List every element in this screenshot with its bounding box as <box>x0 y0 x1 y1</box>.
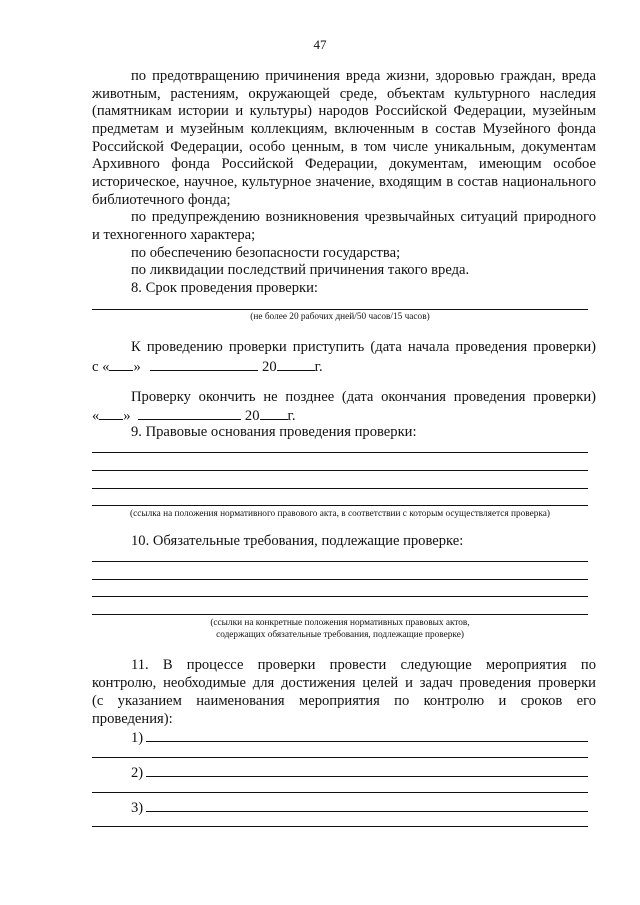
start-date-row <box>92 357 596 377</box>
end-month-field[interactable] <box>138 406 241 420</box>
body-line: предметам и музейным коллекциям, включенным в состав Музейного фонда <box>92 120 596 137</box>
legal-basis-line[interactable] <box>92 505 588 506</box>
body-line: 8. Срок проведения проверки: <box>131 279 318 296</box>
body-line: историческое, научное, культурное значение, входящим в состав национального <box>92 173 596 190</box>
legal-basis-line[interactable] <box>92 452 588 453</box>
requirements-line[interactable] <box>92 579 588 580</box>
start-month-field[interactable] <box>150 357 258 371</box>
start-date-prefix: с « <box>92 359 110 375</box>
measure-field[interactable] <box>146 763 588 777</box>
body-line: Российской Федерации, особо ценным, в том числе уникальным, документам <box>92 138 596 155</box>
requirements-line[interactable] <box>92 614 588 615</box>
end-year-prefix: 20 <box>244 408 260 424</box>
measure-field[interactable] <box>146 798 588 812</box>
measures-text-3: (с указанием наименования мероприятия по контролю и сроков его <box>92 693 596 709</box>
requirements-caption-1: (ссылки на конкретные положения нормативных правовых актов, <box>210 618 470 628</box>
measure-continuation-line[interactable] <box>92 757 588 758</box>
legal-basis-line[interactable] <box>92 488 588 489</box>
measures-text-1: 11. В процессе проверки провести следующие мероприятия по <box>131 657 596 673</box>
requirements-line[interactable] <box>92 561 588 562</box>
body-line: (памятникам истории и культуры) народов Российской Федерации, музейным <box>92 103 596 120</box>
body-line: по предупреждению возникновения чрезвычайных ситуаций природного <box>131 209 596 226</box>
start-day-field[interactable] <box>109 357 133 371</box>
end-day-field[interactable] <box>99 406 123 420</box>
body-line: по обеспечению безопасности государства; <box>131 244 401 261</box>
start-year-suffix: г. <box>314 359 323 375</box>
measure-continuation-line[interactable] <box>92 792 588 793</box>
legal-basis-line[interactable] <box>92 470 588 471</box>
body-line: по предотвращению причинения вреда жизни, здоровью граждан, вреда <box>131 68 596 84</box>
measure-entry <box>131 728 591 748</box>
body-line: и техногенного характера; <box>92 226 256 243</box>
start-date-text: К проведению проверки приступить (дата начала проведения проверки) <box>131 339 596 355</box>
end-date-row <box>92 406 596 426</box>
body-line: Архивного фонда Российской Федерации, документам, имеющим особое <box>92 156 596 173</box>
measure-entry <box>131 763 591 783</box>
start-year-prefix: 20 <box>262 359 277 375</box>
start-date-close-quote: » <box>133 359 141 375</box>
legal-basis-heading: 9. Правовые основания проведения проверки: <box>131 424 417 440</box>
end-year-field[interactable] <box>260 406 288 420</box>
measures-text-2: контролю, необходимые для достижения целей и задач проведения проверки <box>92 675 596 691</box>
end-date-text: Проверку окончить не позднее (дата окончания проведения проверки) <box>131 389 596 405</box>
end-year-suffix: г. <box>287 408 296 424</box>
end-date-prefix: « <box>92 408 100 424</box>
measures-text-4: проведения): <box>92 711 173 727</box>
measure-number: 3) <box>131 800 144 816</box>
measure-continuation-line[interactable] <box>92 826 588 827</box>
page-number: 47 <box>313 37 327 52</box>
requirements-caption-2: содержащих обязательные требования, подлежащие проверке) <box>216 630 464 640</box>
start-year-field[interactable] <box>277 357 315 371</box>
measure-number: 1) <box>131 730 144 746</box>
body-line: животным, растениям, окружающей среде, объектам культурного наследия <box>92 85 596 102</box>
requirements-line[interactable] <box>92 596 588 597</box>
term-answer-line[interactable] <box>92 309 588 310</box>
measure-field[interactable] <box>146 728 588 742</box>
measure-number: 2) <box>131 765 144 781</box>
end-date-close-quote: » <box>123 408 131 424</box>
measure-entry <box>131 798 591 818</box>
requirements-heading: 10. Обязательные требования, подлежащие проверке: <box>131 533 464 549</box>
body-line: по ликвидации последствий причинения такого вреда. <box>131 262 470 279</box>
term-caption: (не более 20 рабочих дней/50 часов/15 часов) <box>250 312 430 322</box>
body-line: библиотечного фонда; <box>92 191 231 208</box>
legal-basis-caption: (ссылка на положения нормативного правового акта, в соответствии с которым осуществляется проверка) <box>130 509 550 519</box>
